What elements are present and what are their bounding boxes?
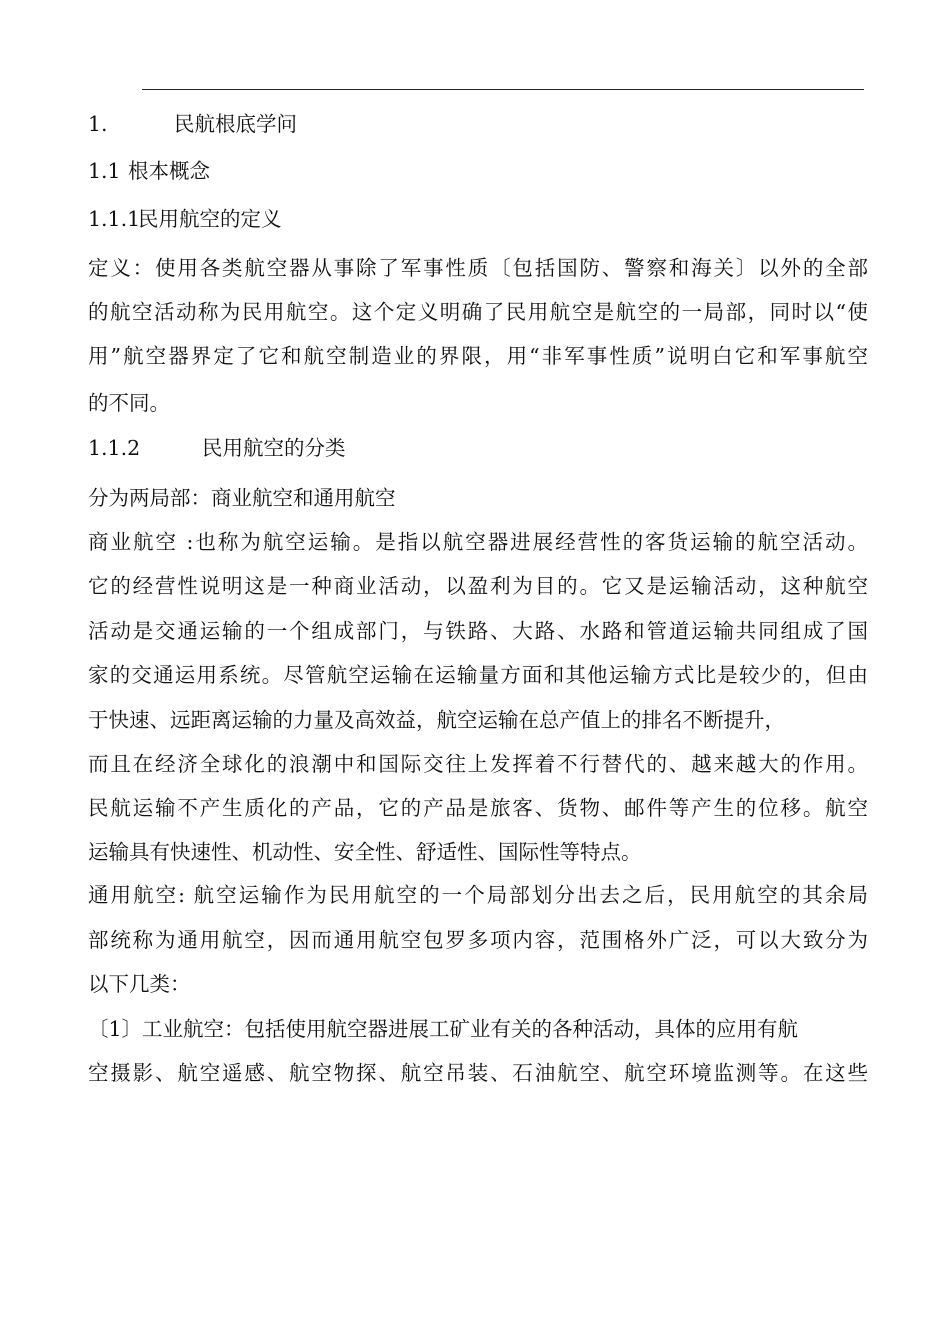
heading-1-number: 1. (88, 112, 108, 136)
definition-line: 的航空活动称为民用航空。这个定义明确了民用航空是航空的一局部，同时以“使 (88, 300, 868, 324)
heading-1-1-2-title: 民用航空的分类 (202, 436, 346, 460)
commercial-line: 家的交通运用系统。尽管航空运输在运输量方面和其他运输方式比是较少的，但由 (88, 663, 868, 687)
heading-1-1-number: 1.1 (88, 159, 121, 183)
commercial-line: 运输具有快速性、机动性、安全性、舒适性、国际性等特点。 (88, 840, 642, 864)
definition-line: 的不同。 (88, 391, 170, 415)
commercial-line: 于快速、远距离运输的力量及高效益，航空运输在总产值上的排名不断提升， (88, 708, 785, 732)
commercial-line: 它的经营性说明这是一种商业活动，以盈利为目的。它又是运输活动，这种航空 (88, 574, 868, 598)
general-line: 部统称为通用航空，因而通用航空包罗多项内容，范围格外广泛，可以大致分为 (88, 928, 868, 952)
commercial-line: 商业航空 :也称为航空运输。是指以航空器进展经营性的客货运输的航空活动。 (88, 530, 868, 554)
definition-line: 定义：使用各类航空器从事除了军事性质〔包括国防、警察和海关〕以外的全部 (88, 256, 868, 280)
commercial-line: 活动是交通运输的一个组成部门，与铁路、大路、水路和管道运输共同组成了国 (88, 619, 868, 643)
heading-1-1-title: 根本概念 (128, 159, 210, 183)
heading-1-title: 民航根底学问 (174, 112, 297, 136)
heading-1-1 (88, 157, 210, 185)
heading-1-1-1-title: 民用航空的定义 (138, 207, 282, 231)
general-line: 以下几类： (88, 972, 191, 996)
heading-1-1-2 (88, 434, 346, 462)
heading-1 (88, 110, 297, 138)
header-rule (142, 89, 864, 90)
industrial-line: 〔1〕工业航空：包括使用航空器进展工矿业有关的各种活动，具体的应用有航 (88, 1017, 799, 1041)
commercial-line: 而且在经济全球化的浪潮中和国际交往上发挥着不行替代的、越来越大的作用。 (88, 752, 868, 776)
heading-1-1-1 (88, 205, 282, 233)
classification-intro: 分为两局部：商业航空和通用航空 (88, 486, 396, 510)
commercial-line: 民航运输不产生质化的产品，它的产品是旅客、货物、邮件等产生的位移。航空 (88, 796, 868, 820)
heading-1-1-1-number: 1.1.1 (88, 207, 141, 231)
industrial-line: 空摄影、航空遥感、航空物探、航空吊装、石油航空、航空环境监测等。在这些 (88, 1061, 868, 1085)
definition-line: 用”航空器界定了它和航空制造业的界限，用“非军事性质”说明白它和军事航空 (88, 344, 868, 368)
heading-1-1-2-number: 1.1.2 (88, 436, 141, 460)
general-line: 通用航空: 航空运输作为民用航空的一个局部划分出去之后，民用航空的其余局 (88, 883, 868, 907)
